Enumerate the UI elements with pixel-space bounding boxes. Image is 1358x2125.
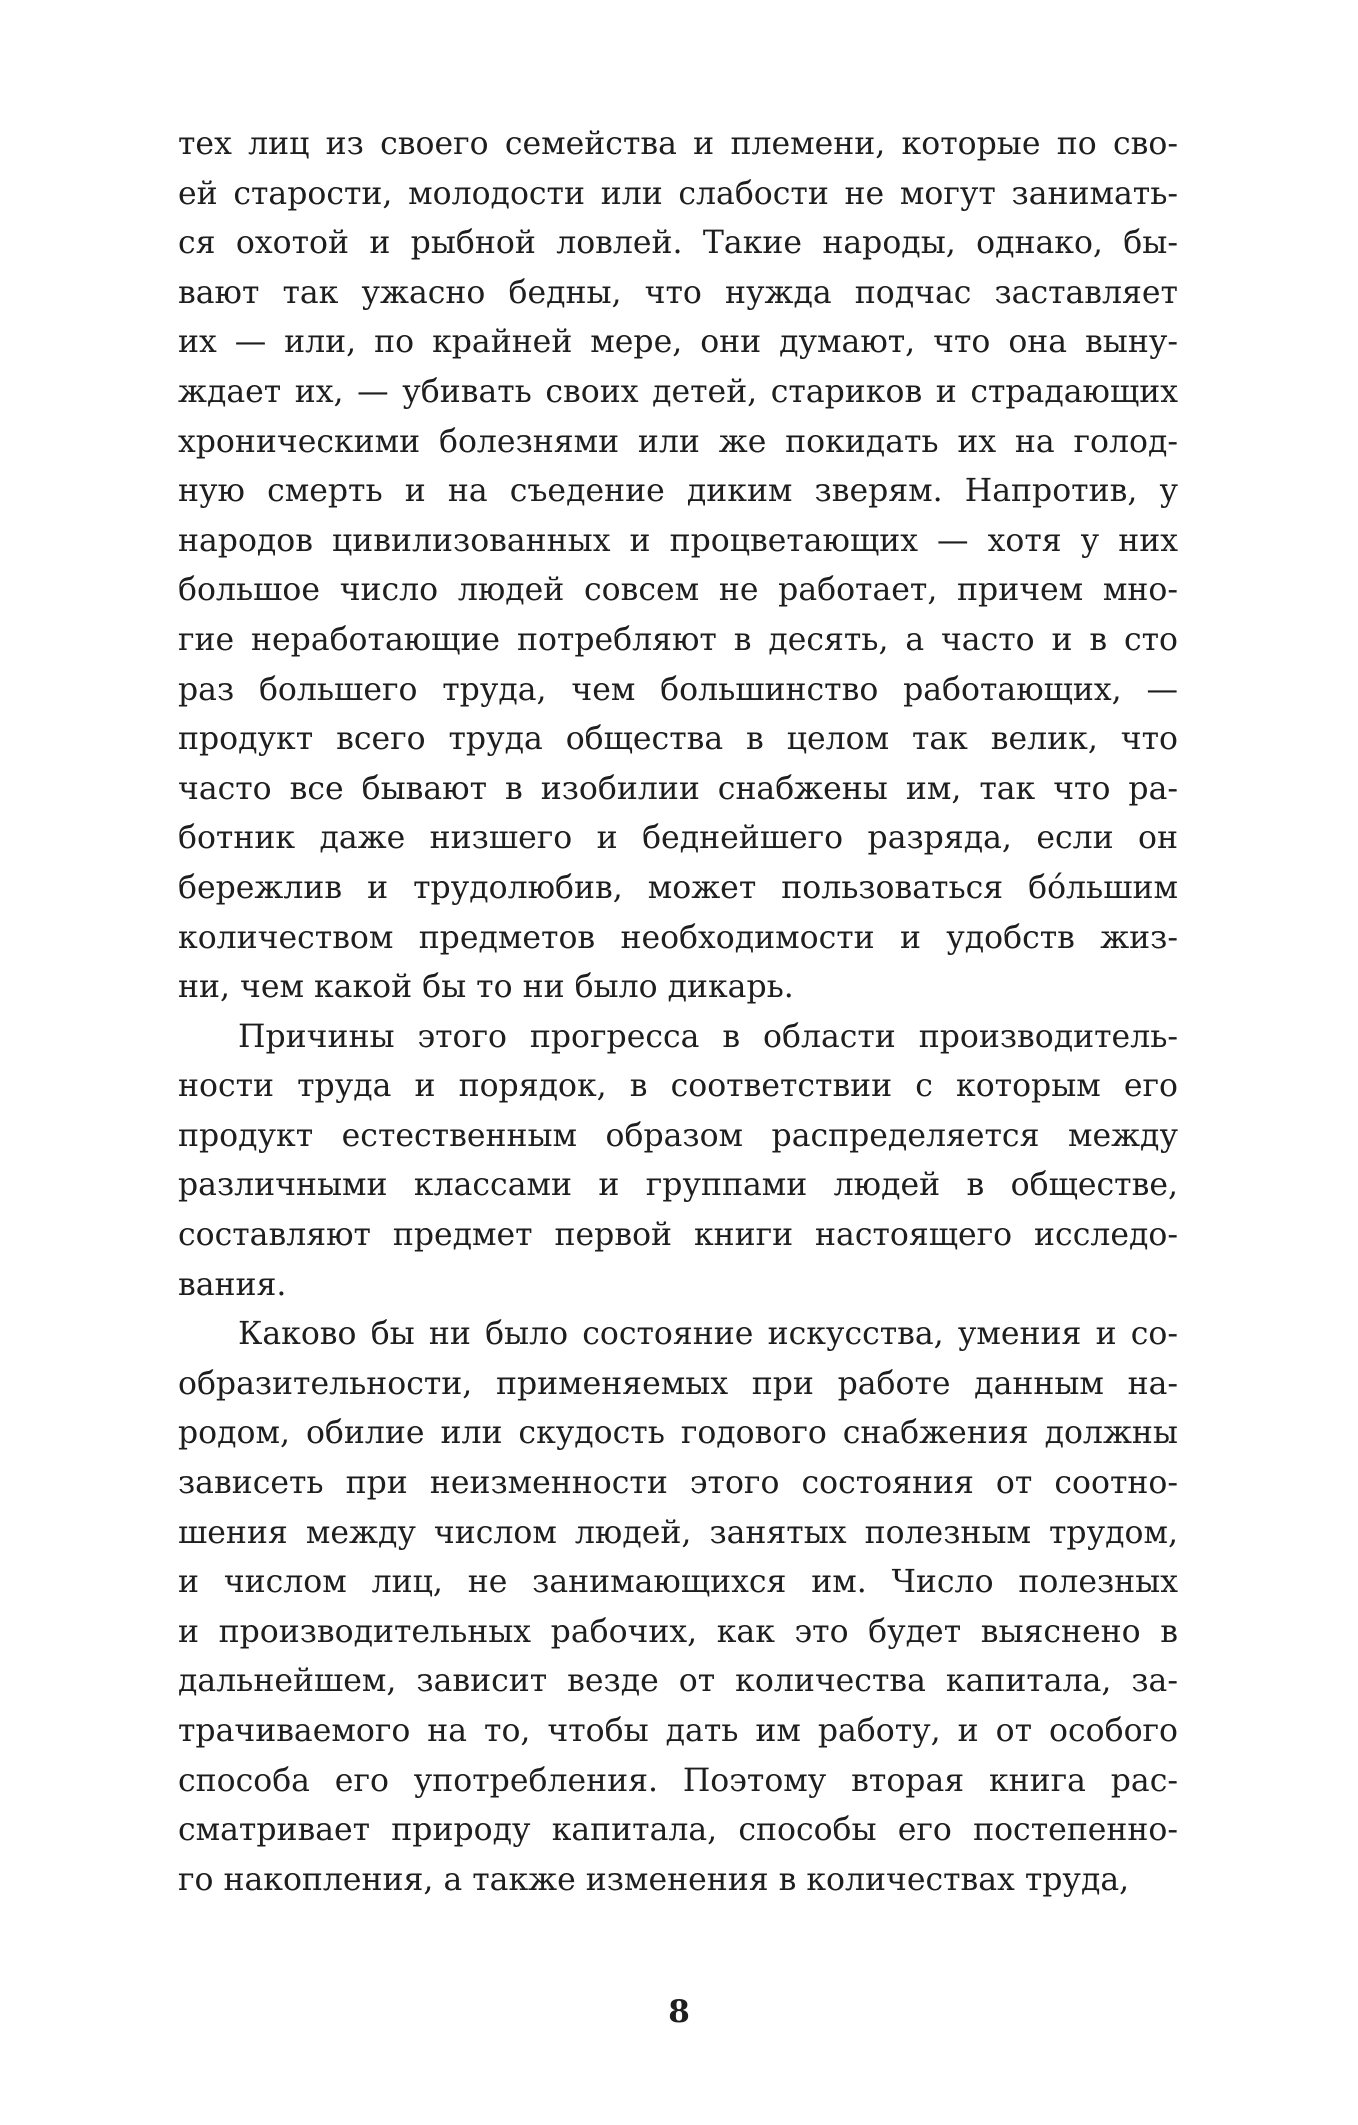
text-line: дальнейшем, зависит везде от количества капитала, за- (178, 1663, 1178, 1700)
text-line: хроническими болезнями или же покидать их на голод- (178, 423, 1178, 460)
text-line: и числом лиц, не занимающихся им. Число полезных (178, 1564, 1178, 1601)
text-line: составляют предмет первой книги настоящего исследо- (178, 1217, 1178, 1254)
text-line: трачиваемого на то, чтобы дать им работу, и от особого (178, 1713, 1178, 1749)
text-line: различными классами и группами людей в обществе, (178, 1167, 1178, 1204)
text-line: тех лиц из своего семейства и племени, которые по сво- (178, 126, 1178, 162)
text-line: большое число людей совсем не работает, причем мно- (178, 572, 1178, 609)
text-line: часто все бывают в изобилии снабжены им, так что ра- (178, 770, 1178, 807)
text-line: способа его употребления. Поэтому вторая книга рас- (178, 1762, 1178, 1799)
text-line: ждает их, — убивать своих детей, стариков и страдающих (178, 373, 1178, 410)
text-line: ности труда и порядок, в соответствии с которым его (178, 1068, 1178, 1105)
paragraph (178, 1310, 1178, 1905)
text-line: родом, обилие или скудость годового снабжения должны (178, 1415, 1178, 1452)
text-line: ся охотой и рыбной ловлей. Такие народы, однако, бы- (178, 225, 1178, 262)
text-line: образительности, применяемых при работе данным на- (178, 1365, 1178, 1402)
text-line: раз большего труда, чем большинство работающих, — (178, 671, 1178, 708)
text-line: Причины этого прогресса в области производитель- (238, 1018, 1178, 1055)
text-line: вают так ужасно бедны, что нужда подчас заставляет (178, 274, 1178, 311)
page-number: 8 (668, 1994, 690, 2030)
text-line: бережлив и трудолюбив, может пользоваться бóльшим (178, 869, 1178, 906)
text-line: вания. (178, 1266, 287, 1303)
text-line: продукт всего труда общества в целом так велик, что (178, 721, 1178, 758)
text-line: гие неработающие потребляют в десять, а часто и в сто (178, 621, 1178, 658)
text-line: зависеть при неизменности этого состояния от соотно- (178, 1465, 1178, 1502)
text-line: го накопления, а также изменения в количествах труда, (178, 1861, 1130, 1898)
paragraph (178, 1013, 1178, 1311)
page-body (178, 120, 1178, 1905)
text-line: продукт естественным образом распределяется между (178, 1117, 1178, 1154)
paragraph (178, 120, 1178, 1013)
text-line: сматривает природу капитала, способы его постепенно- (178, 1812, 1178, 1849)
text-line: Каково бы ни было состояние искусства, умения и со- (238, 1316, 1178, 1353)
text-line: количеством предметов необходимости и удобств жиз- (178, 919, 1178, 956)
text-line: их — или, по крайней мере, они думают, что она выну- (178, 324, 1178, 361)
text-line: народов цивилизованных и процветающих — хотя у них (178, 522, 1178, 559)
text-line: ботник даже низшего и беднейшего разряда, если он (178, 820, 1178, 857)
text-line: шения между числом людей, занятых полезным трудом, (178, 1514, 1178, 1551)
text-line: ей старости, молодости или слабости не могут занимать- (178, 175, 1178, 212)
body-text (178, 120, 1178, 1905)
text-line: ни, чем какой бы то ни было дикарь. (178, 969, 794, 1006)
text-line: ную смерть и на съедение диким зверям. Напротив, у (178, 473, 1178, 510)
text-line: и производительных рабочих, как это будет выяснено в (178, 1613, 1178, 1650)
